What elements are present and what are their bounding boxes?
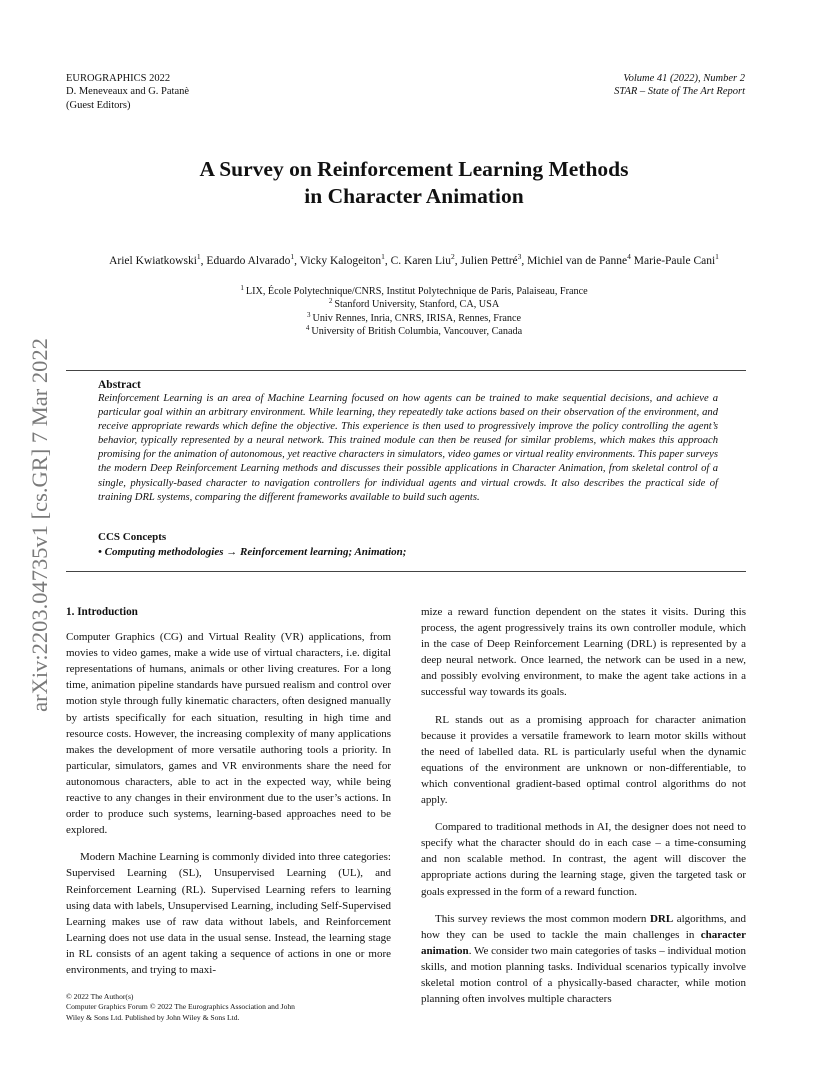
author: Marie-Paule Cani$^1$ — [633, 252, 719, 267]
bold-term: DRL — [649, 912, 674, 925]
paragraph: Modern Machine Learning is commonly divided into three categories: Supervised Learning (SL), Unsupervised Learning (UL), and Reinforcement Learning (RL). Supervised Learning refers to learning using data with labels, Unsupervised Learning, including Self-Supervised Learning makes use of raw data without labels, and Reinforcement Learning does not use data in the usual sense. Instead, the learning stage in RL consists of an agent taking a sequence of actions in one or more environments, and trying to maxi- — [66, 851, 391, 976]
ccs-line: • Computing methodologies → Reinforcement learning; Animation; — [98, 545, 407, 558]
author-list: Ariel Kwiatkowski$^1$, Eduardo Alvarado$^1$, Vicky Kalogeiton$^1$, C. Karen Liu$^2$, Julien Pettré$^3$, Michiel van de Panne$^4$ Marie-Paule Cani$^1$ — [109, 252, 719, 267]
bold-term: character animation — [421, 928, 746, 957]
paragraph: mize a reward function dependent on the states it visits. During this process, the agent progressively trains its own controller module, which in the case of Deep Reinforcement Learning (DRL) is represented by a deep neural network. Once learned, the network can be used in a new, and possibly evolving environment, to make the agent take actions in a successful way towards its goals. — [421, 606, 746, 699]
copyright-line: Wiley & Sons Ltd. Published by John Wiley & Sons Ltd. — [66, 1012, 240, 1022]
right-column — [421, 604, 746, 1018]
affiliation: $^4$ University of British Columbia, Vancouver, Canada — [305, 324, 523, 338]
author: Julien Pettré$^3$ — [460, 252, 522, 267]
arxiv-sidebar — [27, 290, 52, 760]
editors: D. Meneveaux and G. Patanè — [66, 86, 190, 98]
author: Vicky Kalogeiton$^1$ — [299, 252, 385, 267]
paragraph: Compared to traditional methods in AI, the designer does not need to specify what the character should do in each case – a time-consuming and non scalable method. In contrast, the agent will discover the appropriate actions during the learning stage, given the targeted task or goals expressed in the form of a reward function. — [421, 821, 746, 898]
arxiv-id: arXiv:2203.04735v1 [cs.GR] 7 Mar 2022 — [27, 338, 52, 712]
affiliation: $^3$ Univ Rennes, Inria, CNRS, IRISA, Rennes, France — [306, 310, 522, 324]
paragraph: Computer Graphics (CG) and Virtual Reality (VR) applications, from movies to video games, make a wide use of virtual characters, i.e. digital representations of humans, animals or other living creatures. For a long time, animation pipeline standards have pursued realism and control over motion style through fully kinematic characters, often designed manually by artists specifically for each situation, resulting in high time and resource costs. However, the increasing complexity of many applications makes the development of more versatile authoring tools a priority. In particular, simulators, games and VR environments share the need for autonomous characters, able to act in the expected way, while being reactive to any changes in their environment due to the user’s actions. In order to produce such systems, learning-based approaches need to be explored. — [66, 631, 391, 837]
ccs-heading: CCS Concepts — [98, 531, 167, 543]
journal-header-left — [66, 72, 189, 112]
affiliation-list — [0, 285, 828, 339]
abstract — [98, 378, 718, 505]
abstract-text: Reinforcement Learning is an area of Machine Learning focused on how agents can be trained to make sequential decisions, and achieve a particular goal within an arbitrary environment. While learning, they repeatedly take actions based on their observation of the environment, and receive appropriate rewards which define the objective. This experience is then used to progressively improve the policy controlling the agent’s behavior, typically represented by a neural network. This trained module can then be reused for similar problems, which makes this approach promising for the animation of autonomous, yet reactive characters in simulators, video games or virtual reality environments. This paper surveys the modern Deep Reinforcement Learning methods and discusses their possible applications in Character Animation, from skeletal control of a single, physically-based character to navigation controllers for individual agents and virtual crowds. It also describes the practical side of training DRL systems, comparing the different frameworks available to build such agents. — [98, 393, 718, 503]
section-heading: 1. Introduction — [66, 606, 138, 618]
ccs-concepts — [98, 530, 718, 559]
paragraph: This survey reviews the most common modern DRL algorithms, and how they can be used to tackle the main challenges in character animation. We consider two main categories of tasks – individual motion skills, and motion planning tasks. Individual scenarios typically involve skeletal motion control of a physically-based character, while motion planning often involves multiple characters — [421, 912, 746, 1006]
copyright-line: © 2022 The Author(s) — [66, 992, 134, 1001]
title-line-2: in Character Animation — [304, 184, 524, 208]
copyright-line: Computer Graphics Forum © 2022 The Eurographics Association and John — [66, 1002, 295, 1012]
journal-header-right — [614, 72, 745, 99]
author: Eduardo Alvarado$^1$ — [206, 252, 295, 267]
conference-name: EUROGRAPHICS 2022 — [66, 73, 171, 84]
affiliation: $^1$ LIX, École Polytechnique/CNRS, Institut Polytechnique de Paris, Palaiseau, France — [240, 284, 588, 297]
author: Michiel van de Panne$^4$ — [527, 252, 631, 267]
abstract-bottom-rule — [66, 571, 746, 572]
title-line-1: A Survey on Reinforcement Learning Methods — [199, 157, 629, 181]
volume-info: Volume 41 (2022), Number 2 — [623, 73, 745, 84]
paper-title — [0, 156, 828, 210]
report-type: STAR – State of The Art Report — [614, 86, 745, 98]
left-column — [66, 604, 391, 989]
copyright-footer — [66, 992, 295, 1023]
abstract-top-rule — [66, 370, 746, 371]
paragraph: RL stands out as a promising approach for character animation because it provides a versatile framework to learn motor skills without the need of labelled data. RL is particularly useful when the dynamic equations of the environment are unknown or non-differentiable, to which conventional gradient-based optimal control algorithms do not apply. — [421, 713, 746, 807]
author: Ariel Kwiatkowski$^1$ — [109, 252, 201, 267]
editors-role: (Guest Editors) — [66, 99, 131, 111]
affiliation: $^2$ Stanford University, Stanford, CA, USA — [328, 297, 500, 311]
author: C. Karen Liu$^2$ — [390, 252, 455, 267]
abstract-heading: Abstract — [98, 379, 141, 391]
